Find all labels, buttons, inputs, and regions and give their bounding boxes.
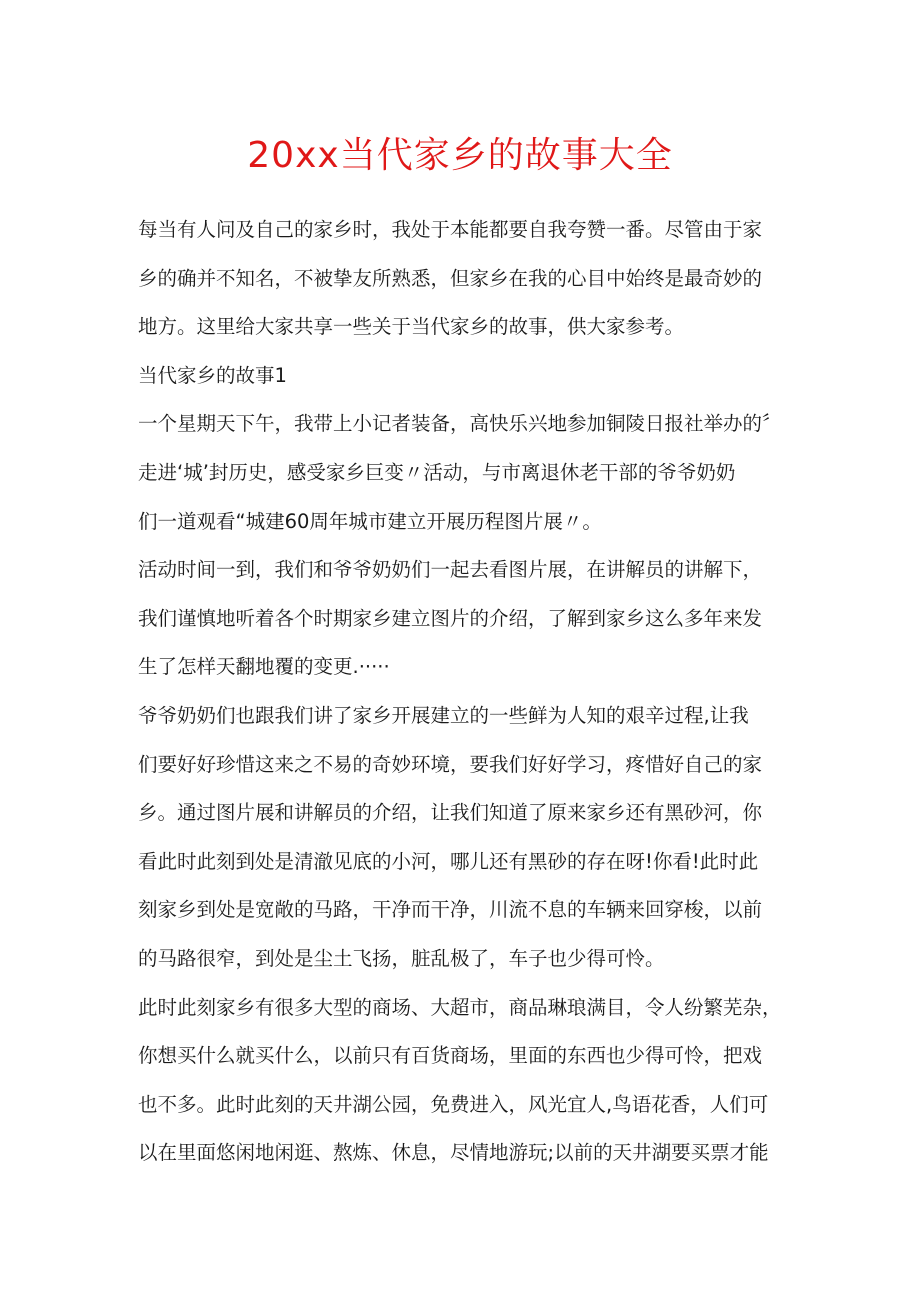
text-line: 也不多。此时此刻的天井湖公园，免费进入，风光宜人,鸟语花香，人们可	[138, 1092, 769, 1116]
text-line: 地方。这里给大家共享一些关于当代家乡的故事，供大家参考。	[138, 315, 685, 339]
text-line: 每当有人问及自己的家乡时，我处于本能都要自我夸赞一番。尽管由于家	[138, 218, 763, 241]
text-line: 乡的确并不知名，不被挚友所熟悉，但家乡在我的心目中始终是最奇妙的	[138, 266, 763, 290]
text-line: 你想买什么就买什么，以前只有百货商场，里面的东西也少得可怜，把戏	[138, 1044, 763, 1068]
text-line: 爷爷奶奶们也跟我们讲了家乡开展建立的一些鲜为人知的艰辛过程,让我	[138, 703, 749, 727]
text-line: 此时此刻家乡有很多大型的商场、大超市，商品琳琅满目，令人纷繁芜杂，	[138, 995, 782, 1019]
text-line: 刻家乡到处是宽敞的马路，干净而干净，川流不息的车辆来回穿梭，以前	[138, 898, 763, 922]
text-line: 的马路很窄，到处是尘土飞扬，脏乱极了，车子也少得可怜。	[138, 946, 665, 970]
text-line: 一个星期天下午，我带上小记者装备，高快乐兴地参加铜陵日报社举办的〞	[138, 412, 782, 436]
text-line: 看此时此刻到处是清澈见底的小河，哪儿还有黑砂的存在呀!你看!此时此	[138, 849, 759, 873]
text-line: 们要好好珍惜这来之不易的奇妙环境，要我们好好学习，疼惜好自己的家	[138, 752, 763, 776]
document-title: 20xx当代家乡的故事大全	[247, 135, 673, 176]
text-line: 们一道观看“城建60周年城市建立开展历程图片展〃。	[138, 509, 602, 533]
text-line: 乡。通过图片展和讲解员的介绍，让我们知道了原来家乡还有黑砂河，你	[138, 801, 763, 825]
section-heading: 当代家乡的故事1	[138, 363, 287, 387]
text-line: 活动时间一到，我们和爷爷奶奶们一起去看图片展，在讲解员的讲解下，	[138, 558, 763, 582]
text-line: 我们谨慎地听着各个时期家乡建立图片的介绍，了解到家乡这么多年来发	[138, 606, 763, 630]
document-body	[138, 206, 788, 1178]
text-line: 生了怎样天翻地覆的变更.·····	[138, 655, 390, 679]
text-line: 走进‘城’封历史，感受家乡巨变〃活动，与市离退休老干部的爷爷奶奶	[138, 460, 736, 484]
text-line: 以在里面悠闲地闲逛、熬炼、休息，尽情地游玩;以前的天井湖要买票才能	[138, 1141, 769, 1165]
